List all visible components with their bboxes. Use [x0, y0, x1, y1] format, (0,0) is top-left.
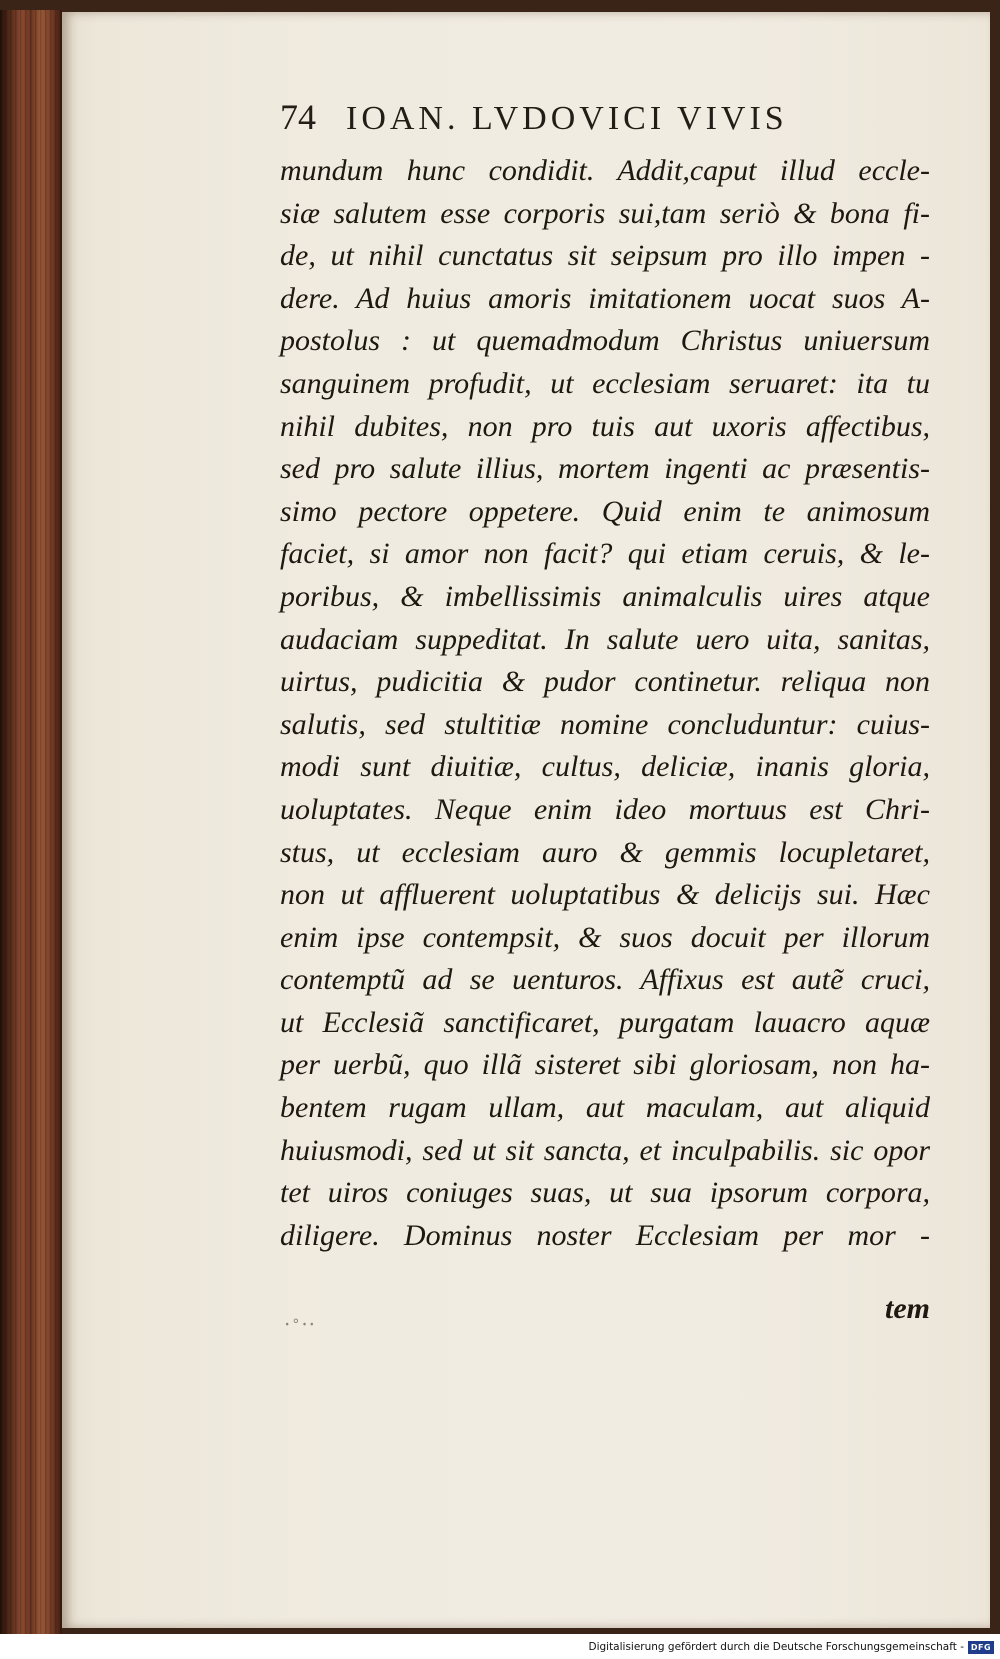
text-line: simo pectore oppetere. Quid enim te animosum [280, 494, 930, 528]
text-line: poribus, & imbellissimis animalculis uires atque [280, 579, 930, 613]
text-line: contemptũ ad se uenturos. Affixus est autẽ cruci, [280, 963, 930, 997]
text-line: siæ salutem esse corporis sui,tam seriò & bona fi- [280, 196, 930, 230]
text-line: per uerbũ, quo illã sisteret sibi gloriosam, non ha- [280, 1048, 930, 1082]
text-line: mundum hunc condidit. Addit,caput illud eccle- [280, 154, 930, 187]
text-line: dere. Ad huius amoris imitationem uocat suos A- [280, 281, 930, 315]
text-line: modi sunt diuitiæ, cultus, deliciæ, inanis gloria, [280, 750, 930, 784]
page-number: 74 [280, 97, 316, 137]
digitization-credit [588, 1638, 994, 1656]
text-line: uoluptates. Neque enim ideo mortuus est Chri- [280, 792, 930, 826]
text-line: non ut affluerent uoluptatibus & delicijs sui. Hæc [280, 878, 930, 912]
body-text [280, 150, 930, 1257]
text-line: bentem rugam ullam, aut maculam, aut aliquid [280, 1091, 930, 1125]
credit-text: Digitalisierung gefördert durch die Deutsche Forschungsgemeinschaft - [588, 1641, 964, 1653]
text-line: sanguinem profudit, ut ecclesiam seruaret: ita tu [280, 366, 930, 400]
running-head: IOAN. LVDOVICI VIVIS [346, 100, 788, 137]
text-line: diligere. Dominus noster Ecclesiam per mor - [280, 1218, 930, 1252]
text-line: de, ut nihil cunctatus sit seipsum pro illo impen - [280, 239, 930, 273]
text-line: sed pro salute illius, mortem ingenti ac præsentis- [280, 452, 930, 486]
book-page-edges [0, 10, 62, 1634]
text-line: nihil dubites, non pro tuis aut uxoris affectibus, [280, 409, 930, 443]
text-line: salutis, sed stultitiæ nomine concluduntur: cuius- [280, 707, 930, 741]
text-line: stus, ut ecclesiam auro & gemmis locupletaret, [280, 835, 930, 869]
text-line: audaciam suppeditat. In salute uero uita, sanitas, [280, 622, 930, 656]
text-line: faciet, si amor non facit? qui etiam ceruis, & le- [280, 537, 930, 571]
text-line: ut Ecclesiã sanctificaret, purgatam lauacro aquæ [280, 1005, 930, 1039]
text-line: huiusmodi, sed ut sit sancta, et inculpabilis. sic opor [280, 1133, 930, 1167]
catchword: tem [885, 1292, 930, 1325]
ink-specks: ꞏ°ꞏꞏ [285, 1317, 317, 1333]
text-line: tet uiros coniuges suas, ut sua ipsorum corpora, [280, 1176, 930, 1210]
text-line: enim ipse contempsit, & suos docuit per illorum [280, 920, 930, 954]
page-header [280, 96, 860, 144]
dfg-logo-icon: DFG [968, 1641, 994, 1654]
text-line: postolus : ut quemadmodum Christus uniuersum [280, 324, 930, 358]
text-line: uirtus, pudicitia & pudor continetur. reliqua non [280, 665, 930, 699]
